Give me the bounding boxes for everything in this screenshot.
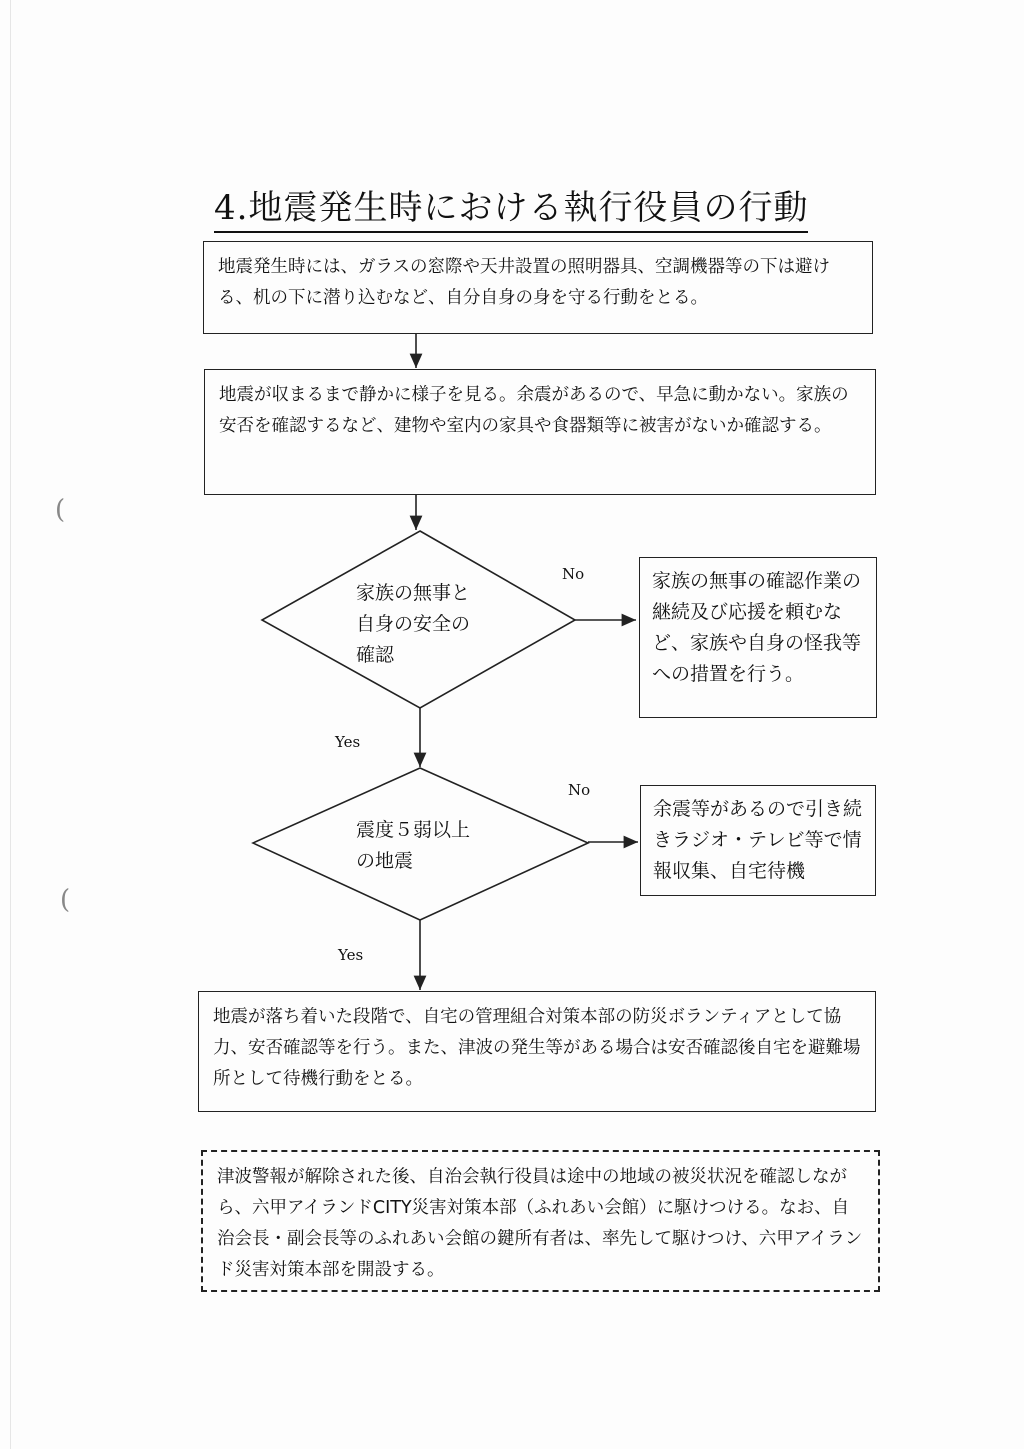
label-yes-1: Yes <box>335 733 361 751</box>
margin-mark-1: ( <box>55 495 66 525</box>
note-text: 津波警報が解除された後、自治会執行役員は途中の地域の被災状況を確認しながら、六甲アイランドCITY災害対策本部（ふれあい会館）に駆けつける。なお、自治会長・副会長等のふれあい会館の鍵所有者は、率先して駆けつけ、六甲アイランド災害対策本部を開設する。 <box>217 1167 863 1280</box>
margin-mark-2: ( <box>60 885 71 915</box>
step-text-3: 地震が落ち着いた段階で、自宅の管理組合対策本部の防災ボランティアとして協力、安否確認等を行う。また、津波の発生等がある場合は安否確認後自宅を避難場所として待機行動をとる。 <box>213 1007 861 1089</box>
decision-text-1 <box>356 578 470 671</box>
label-yes-2: Yes <box>338 946 364 964</box>
page-title: 4.地震発生時における執行役員の行動 <box>214 180 808 233</box>
branch-text-2: 余震等があるので引き続きラジオ・テレビ等で情報収集、自宅待機 <box>653 798 863 882</box>
label-no-1: No <box>562 565 585 583</box>
branch-box-1 <box>639 557 877 718</box>
decision-text-2 <box>356 815 470 877</box>
step-text-1: 地震発生時には、ガラスの窓際や天井設置の照明器具、空調機器等の下は避ける、机の下に潜り込むなど、自分自身の身を守る行動をとる。 <box>218 257 830 308</box>
decision-1-line-2: 自身の安全の <box>356 613 471 635</box>
note-box <box>201 1150 880 1292</box>
decision-2-line-1: 震度５弱以上 <box>356 819 471 841</box>
step-box-1 <box>203 241 873 334</box>
decision-2-line-2: の地震 <box>356 850 414 872</box>
step-box-3 <box>198 991 876 1112</box>
step-box-2 <box>204 369 876 495</box>
step-text-2: 地震が収まるまで静かに様子を見る。余震があるので、早急に動かない。家族の安否を確認するなど、建物や室内の家具や食器類等に被害がないか確認する。 <box>219 385 849 436</box>
decision-1-line-1: 家族の無事と <box>356 582 471 604</box>
branch-box-2 <box>640 785 876 896</box>
decision-1-line-3: 確認 <box>356 644 395 666</box>
label-no-2: No <box>568 781 591 799</box>
branch-text-1: 家族の無事の確認作業の継続及び応援を頼むなど、家族や自身の怪我等への措置を行う。 <box>652 570 862 685</box>
